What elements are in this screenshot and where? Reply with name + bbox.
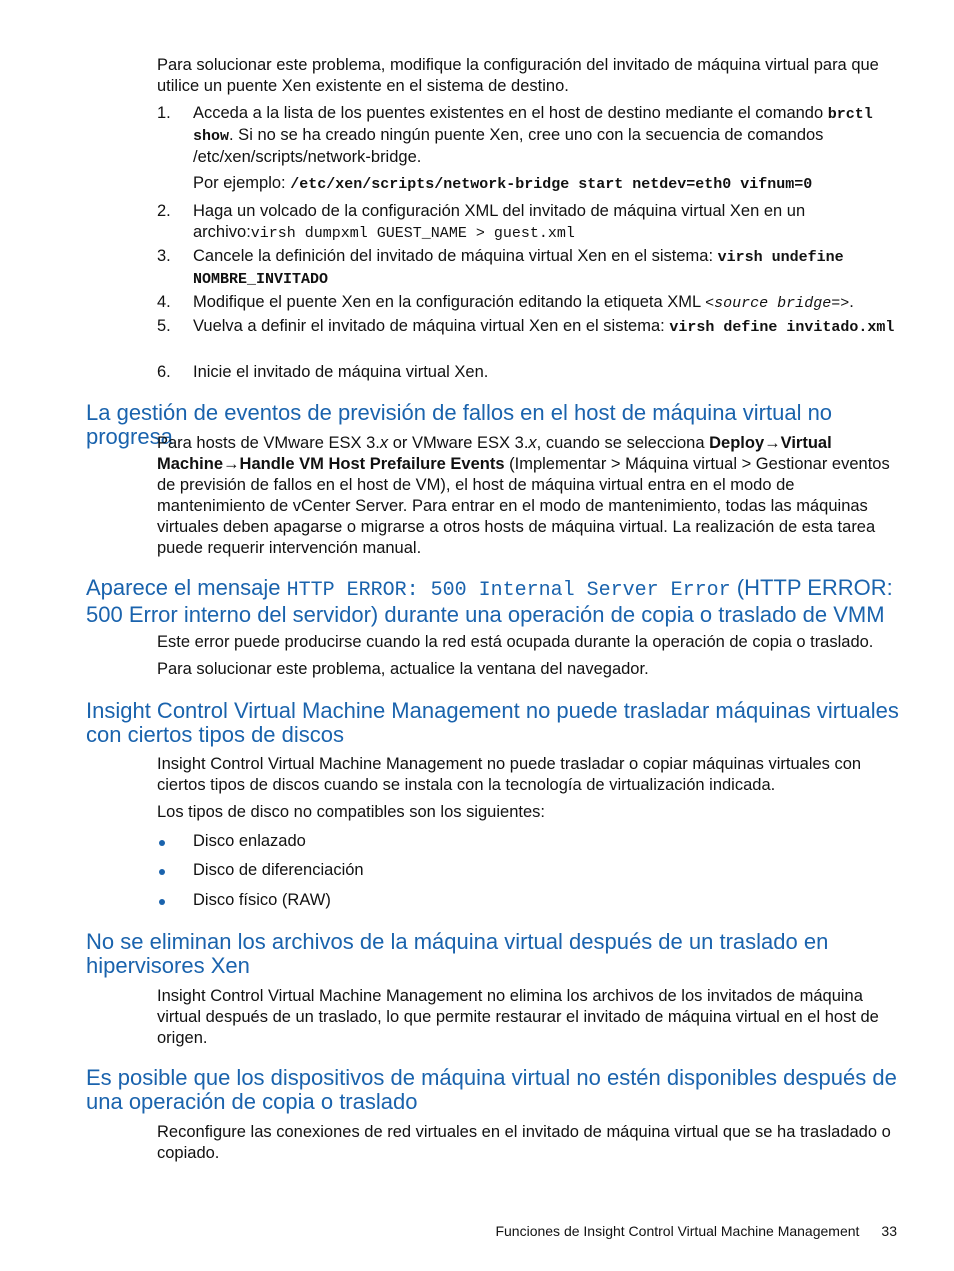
section-heading-prefailure: La gestión de eventos de previsión de fallos en el host de máquina virtual no progresa xyxy=(86,400,833,449)
section-heading-disk-types: Insight Control Virtual Machine Management no puede trasladar máquinas virtuales con ciertos tipos de discos xyxy=(86,698,899,747)
page-number: 33 xyxy=(881,1223,897,1239)
inline-code: virsh define invitado.xml xyxy=(669,319,895,336)
bullet-icon xyxy=(159,899,165,905)
menu-path-handle-prefailure: Handle VM Host Prefailure Events xyxy=(239,455,505,473)
inline-code: virsh undefine NOMBRE_INVITADO xyxy=(193,249,844,288)
section2-paragraph-1: Este error puede producirse cuando la red está ocupada durante la operación de copia o traslado. xyxy=(157,633,874,651)
step-3: 3. Cancele la definición del invitado de máquina virtual Xen en el sistema: virsh undefine NOMBRE_INVITADO xyxy=(157,247,844,288)
section-heading-devices: Es posible que los dispositivos de máquina virtual no estén disponibles después de una operación de copia o traslado xyxy=(86,1065,897,1114)
step-2: 2. Haga un volcado de la configuración XML del invitado de máquina virtual Xen en un archivo:virsh dumpxml GUEST_NAME > guest.xml xyxy=(157,202,806,242)
step-5: 5. Vuelva a definir el invitado de máquina virtual Xen en el sistema: virsh define invitado.xml xyxy=(157,317,895,336)
section3-paragraph-1: Insight Control Virtual Machine Management no puede trasladar o copiar máquinas virtuales con ciertos tipos de discos cuando se instala con la tecnología de virtualización indicada. xyxy=(157,755,862,794)
section-heading-http-error: Aparece el mensaje HTTP ERROR: 500 Internal Server Error (HTTP ERROR: 500 Error interno del servidor) durante una operación de copia o traslado de VMM xyxy=(86,575,893,627)
menu-path-deploy: Deploy xyxy=(709,434,765,452)
intro-paragraph: Para solucionar este problema, modifique la configuración del invitado de máquina virtual para que utilice un puente Xen existente en el sistema de destino. xyxy=(157,56,879,95)
bullet-icon xyxy=(159,840,165,846)
section1-paragraph: Para hosts de VMware ESX 3.x or VMware ESX 3.x, cuando se selecciona Deploy→Virtual Machine→Handle VM Host Prefailure Events (Implementar > Máquina virtual > Gestionar eventos de previsión de fallos en el host de VM), el host de máquina virtual entra en el modo de mantenimiento de vCenter Server. Para entrar en el modo de mantenimiento, todas las máquinas virtuales deben apagarse o migrarse a otros hosts de máquina virtual. La realización de esta tarea puede requerir intervención manual. xyxy=(157,434,890,557)
inline-code: virsh dumpxml GUEST_NAME > guest.xml xyxy=(250,225,575,242)
step-1: 1. Acceda a la lista de los puentes existentes en el host de destino mediante el comando brctl show. Si no se ha creado ningún puente Xen, cree uno con la secuencia de comandos /etc/xen/scripts/network-bridge. xyxy=(157,104,873,166)
section5-paragraph: Reconfigure las conexiones de red virtuales en el invitado de máquina virtual que se ha trasladado o copiado. xyxy=(157,1123,891,1162)
step-number: 1. xyxy=(157,104,171,122)
section-heading-xen-files: No se eliminan los archivos de la máquina virtual después de un traslado en hipervisores Xen xyxy=(86,929,829,978)
page-footer xyxy=(495,1222,897,1240)
menu-path-virtual-machine: Virtual Machine xyxy=(157,434,832,473)
document-page: Para solucionar este problema, modifique la configuración del invitado de máquina virtual para que utilice un puente Xen existente en el sistema de destino. 1. Acceda a la lista de los puentes existentes en el host de destino mediante el comando brctl show. Si no se ha creado ningún puente Xen, cree uno con la secuencia de comandos /etc/xen/scripts/network-bridge. Por ejemplo: /etc/xen/scripts/network-bridge start netdev=eth0 vifnum=0 2. Haga un volcado de la configuración XML del invitado de máquina virtual Xen en un archivo:virsh dumpxml GUEST_NAME > guest.xml 3. Cancele la definición del invitado de máquina virtual Xen en el sistema: virsh undefine NOMBRE_INVITADO 4. Modifique el puente Xen en la configuración editando la etiqueta XML <source bridge=>. 5. Vuelva a definir el invitado de máquina virtual Xen en el sistema: virsh define invitado.xml 6. Inicie el invitado de máquina virtual Xen. La gestión de eventos de previsión de fallos en el host de máquina virtual no progresa Para hosts de VMware ESX 3.x or VMware ESX 3.x, cuando se selecciona Deploy→Virtual Machine→Handle VM Host Prefailure Events (Implementar > Máquina virtual > Gestionar eventos de previsión de fallos en el host de VM), el host de máquina virtual entra en el modo de mantenimiento de vCenter Server. Para entrar en el modo de mantenimiento, todas las máquinas virtuales deben apagarse o migrarse a otros hosts de máquina virtual. La realización de esta tarea puede requerir intervención manual. Aparece el mensaje HTTP ERROR: 500 Internal Server Error (HTTP ERROR: 500 Error interno del servidor) durante una operación de copia o traslado de VMM Este error puede producirse cuando la red está ocupada durante la operación de copia o traslado. Para solucionar este problema, actualice la ventana del navegador. Insight Control Virtual Machine Management no puede trasladar máquinas virtuales con ciertos tipos de discos Insight Control Virtual Machine Management no puede trasladar o copiar máquinas virtuales con ciertos tipos de discos cuando se instala con la tecnología de virtualización indicada. Los tipos de disco no compatibles son los siguientes: Disco enlazado Disco de diferenciación Disco físico (RAW) No se eliminan los archivos de la máquina virtual después de un traslado en hipervisores Xen Insight Control Virtual Machine Management no elimina los archivos de los invitados de máquina virtual después de un traslado, lo que permite restaurar el invitado de máquina virtual en el host de origen. Es posible que los dispositivos de máquina virtual no estén disponibles después de una operación de copia o traslado Reconfigure las conexiones de red virtuales en el invitado de máquina virtual que se ha trasladado o copiado. Funciones de Insight Control Virtual Machine Management 33 xyxy=(0,0,954,1271)
section4-paragraph: Insight Control Virtual Machine Management no elimina los archivos de los invitados de máquina virtual después de un traslado, lo que permite restaurar el invitado de máquina virtual en el host de origen. xyxy=(157,987,879,1047)
bullet-icon xyxy=(159,869,165,875)
footer-title: Funciones de Insight Control Virtual Machine Management xyxy=(495,1223,860,1239)
section2-paragraph-2: Para solucionar este problema, actualice la ventana del navegador. xyxy=(157,660,649,678)
inline-code: brctl show xyxy=(193,106,873,145)
section3-paragraph-2: Los tipos de disco no compatibles son los siguientes: xyxy=(157,803,545,821)
example-command: /etc/xen/scripts/network-bridge start netdev=eth0 vifnum=0 xyxy=(290,176,813,193)
inline-code: <source bridge=> xyxy=(705,295,850,312)
